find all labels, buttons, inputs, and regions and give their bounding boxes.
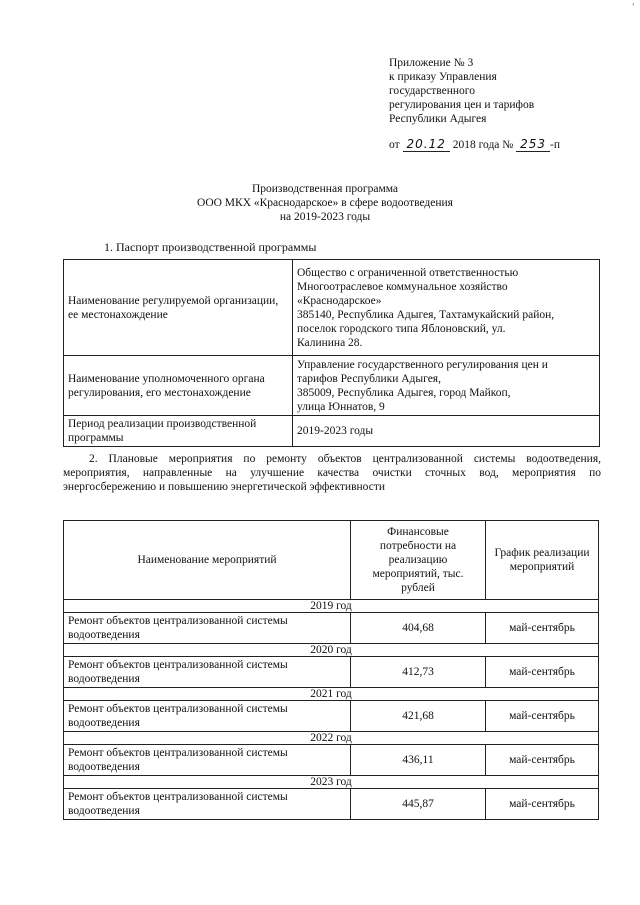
appendix-line: регулирования цен и тарифов [389, 99, 535, 111]
measure-cost: 404,68 [351, 613, 486, 644]
value-line: Управление государственного регулирования цен и [297, 358, 548, 371]
order-prefix: от [389, 139, 400, 151]
section2-paragraph [63, 452, 601, 494]
order-year: 2018 года № [452, 139, 514, 151]
passport-value [293, 260, 600, 356]
title-line: ООО МКХ «Краснодарское» в сфере водоотведения [197, 197, 453, 209]
appendix-line: Республики Адыгея [389, 113, 487, 125]
year-row [64, 688, 599, 701]
measure-schedule: май-сентябрь [486, 613, 599, 644]
passport-value [293, 356, 600, 416]
measure-cost: 412,73 [351, 657, 486, 688]
measure-name: Ремонт объектов централизованной системы водоотведения [64, 789, 351, 820]
measure-name: Ремонт объектов централизованной системы водоотведения [64, 657, 351, 688]
appendix-line: Приложение № 3 [389, 57, 474, 69]
order-date: 20.12 [403, 137, 450, 152]
order-suffix: -п [550, 139, 561, 151]
order-number: 253 [516, 137, 550, 152]
year-label: 2020 год [64, 644, 599, 657]
appendix-header [389, 56, 534, 126]
order-reference [389, 137, 560, 151]
passport-label: Наименование уполномоченного органа регулирования, его местонахождение [64, 356, 293, 416]
value-line: улица Юннатов, 9 [297, 400, 385, 413]
measure-cost: 445,87 [351, 789, 486, 820]
title-line: Производственная программа [251, 183, 399, 195]
appendix-line: к приказу Управления [389, 71, 497, 83]
value-line: Калинина 28. [297, 336, 363, 349]
measure-cost: 436,11 [351, 745, 486, 776]
title-line: на 2019-2023 годы [279, 211, 371, 223]
passport-value [293, 416, 600, 447]
measures-header-row [64, 521, 599, 600]
corner-mark: ' [632, 2, 634, 12]
passport-row [64, 356, 600, 416]
table-row [64, 657, 599, 688]
measures-table [63, 520, 599, 820]
measure-cost: 421,68 [351, 701, 486, 732]
appendix-line: государственного [389, 85, 475, 97]
header-cost: Финансовые потребности на реализацию мероприятий, тыс. рублей [351, 521, 486, 600]
table-row [64, 613, 599, 644]
year-row [64, 600, 599, 613]
table-row [64, 789, 599, 820]
measure-name: Ремонт объектов централизованной системы водоотведения [64, 613, 351, 644]
year-row [64, 776, 599, 789]
value-line: Общество с ограниченной ответственностью [297, 266, 519, 279]
table-row [64, 745, 599, 776]
section2-text: 2. Плановые мероприятия по ремонту объектов централизованной системы водоотведения, мероприятия, направленные на улучшение качества очистки сточных вод, мероприятия по энергосбережению и повышению энергетической эффективности [63, 453, 601, 493]
passport-label: Период реализации производственной программы [64, 416, 293, 447]
passport-label: Наименование регулируемой организации, ее местонахождение [64, 260, 293, 356]
year-label: 2021 год [64, 688, 599, 701]
value-line: Многоотраслевое коммунальное хозяйство [297, 280, 508, 293]
passport-row [64, 416, 600, 447]
measure-name: Ремонт объектов централизованной системы водоотведения [64, 701, 351, 732]
year-row [64, 732, 599, 745]
year-label: 2022 год [64, 732, 599, 745]
value-line: 385140, Республика Адыгея, Тахтамукайский район, [297, 308, 555, 321]
year-row [64, 644, 599, 657]
section1-heading: 1. Паспорт производственной программы [104, 240, 317, 254]
year-label: 2019 год [64, 600, 599, 613]
passport-table [63, 259, 600, 447]
value-line: поселок городского типа Яблоновский, ул. [297, 322, 506, 335]
header-schedule: График реализации мероприятий [486, 521, 599, 600]
measure-schedule: май-сентябрь [486, 657, 599, 688]
measure-schedule: май-сентябрь [486, 745, 599, 776]
table-row [64, 701, 599, 732]
passport-row [64, 260, 600, 356]
value-line: 2019-2023 годы [297, 425, 374, 437]
year-label: 2023 год [64, 776, 599, 789]
measure-name: Ремонт объектов централизованной системы водоотведения [64, 745, 351, 776]
document-title [120, 182, 530, 224]
value-line: 385009, Республика Адыгея, город Майкоп, [297, 386, 511, 399]
value-line: тарифов Республики Адыгея, [297, 372, 441, 385]
measure-schedule: май-сентябрь [486, 789, 599, 820]
measure-schedule: май-сентябрь [486, 701, 599, 732]
header-name: Наименование мероприятий [64, 521, 351, 600]
value-line: «Краснодарское» [297, 294, 382, 307]
